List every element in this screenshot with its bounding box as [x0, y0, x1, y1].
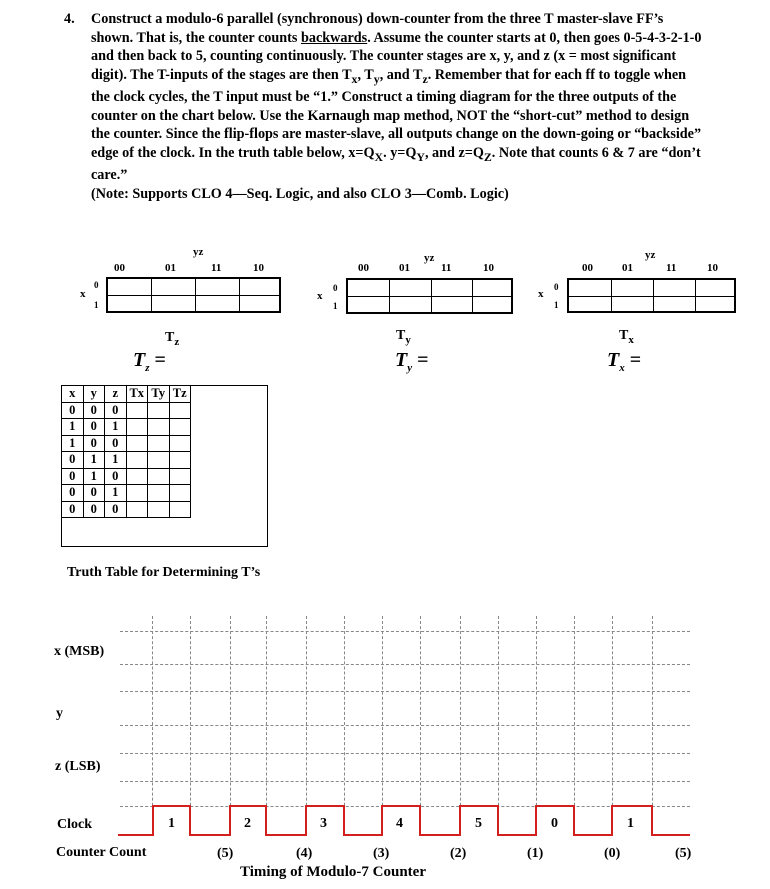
count-value: (2)	[450, 846, 467, 861]
table-row: 0 0 1	[62, 485, 191, 502]
signal-x-label: x (MSB)	[54, 644, 105, 659]
kmap-ty-formula: $T_y$ =	[395, 349, 429, 374]
underlined-word: backwards	[300, 29, 368, 46]
kmap-tz-col-10: 10	[253, 262, 264, 274]
truth-table-caption: Truth Table for Determining T’s	[67, 565, 261, 580]
kmap-tx-title: $T_x$	[619, 328, 634, 346]
kmap-tx-yz: yz	[645, 249, 656, 261]
signal-y-label: y	[56, 706, 63, 721]
kmap-tz-col-11: 11	[211, 262, 222, 274]
count-value: (5)	[217, 846, 234, 861]
kmap-tx-row-1: 1	[554, 300, 559, 310]
kmap-tz-col-00: 00	[114, 262, 125, 274]
pulse-number: 2	[244, 816, 251, 831]
sep-5: . Note that counts 6 & 7 are “don’t care.”	[91, 144, 701, 184]
problem-note: (Note: Supports CLO 4—Seq. Logic, and also CLO 3—Comb. Logic)	[91, 186, 509, 202]
th-z: z	[105, 386, 127, 403]
kmap-tz-row-0: 0	[94, 280, 99, 290]
kmap-ty-col-01: 01	[399, 262, 410, 274]
kmap-tz-x: x	[80, 288, 86, 300]
th-tx: Tx	[126, 386, 148, 403]
kmap-ty-row-1: 1	[333, 301, 338, 311]
sep-2: , and T	[379, 66, 423, 83]
th-tz: Tz	[169, 386, 191, 403]
problem-text-c: . Remember that for each ff to toggle when the clock cycles, the T input must be “1.” Construct a timing diagram for the three outputs of the counter on the chart below. Use the Karnaugh map method, NOT the “short-cut” method to design the counter. Since the flip-flops are master-slave, all outputs change on the down-going or “backside” edge of the clock. In the truth table below, x=Q	[91, 66, 702, 161]
kmap-tx-x: x	[538, 288, 544, 300]
problem-text-b: . Assume the counter starts at 0, then goes 0-5-4-3-2-1-0 and then back to 5, counting continuously. The counter stages are x, y, and z (x = most significant digit). The T-inputs of the stages are then T	[91, 29, 702, 83]
table-row: 0 1 0	[62, 468, 191, 485]
table-row: 1 0 0	[62, 435, 191, 452]
sub-qy: Y	[416, 149, 425, 164]
count-value: (0)	[604, 846, 621, 861]
kmap-ty-col-00: 00	[358, 262, 369, 274]
pulse-number: 1	[168, 816, 175, 831]
sub-z: z	[422, 71, 428, 86]
kmap-ty-x: x	[317, 290, 323, 302]
kmap-tz-title: $T_z$	[165, 330, 180, 348]
pulse-number: 3	[320, 816, 327, 831]
th-y: y	[83, 386, 105, 403]
kmap-tx-col-00: 00	[582, 262, 593, 274]
count-value: (3)	[373, 846, 390, 861]
sub-qx: X	[374, 149, 384, 164]
timing-title: Timing of Modulo-7 Counter	[240, 864, 426, 880]
kmap-tx-col-11: 11	[666, 262, 677, 274]
count-value: (4)	[296, 846, 313, 861]
kmap-tx-col-10: 10	[707, 262, 718, 274]
kmap-tz-formula: $T_z$ =	[133, 349, 166, 374]
pulse-number: 0	[551, 816, 558, 831]
problem-number: 4.	[64, 11, 75, 27]
clock-signal	[118, 806, 690, 835]
table-row: 0 0 0	[62, 501, 191, 518]
kmap-tx-col-01: 01	[622, 262, 633, 274]
table-row: 1 0 1	[62, 419, 191, 436]
kmap-tz-row-1: 1	[94, 300, 99, 310]
th-x: x	[62, 386, 84, 403]
sep-1: , T	[357, 66, 374, 83]
count-value: (5)	[675, 846, 692, 861]
kmap-ty-row-0: 0	[333, 283, 338, 293]
clock-label: Clock	[57, 817, 92, 832]
table-row: 0 0 0	[62, 402, 191, 419]
kmap-ty-yz: yz	[424, 252, 435, 264]
table-row: 0 1 1	[62, 452, 191, 469]
kmap-tx-formula: $T_x$ =	[607, 349, 642, 374]
pulse-number: 5	[475, 816, 482, 831]
kmap-ty-col-11: 11	[441, 262, 452, 274]
kmap-ty-title: $T_y$	[396, 328, 411, 346]
problem-text-a: Construct a modulo-6 parallel (synchronous) down-counter from the three T master-slave FF’s shown. That is, the counter counts	[91, 11, 664, 46]
kmap-ty-col-10: 10	[483, 262, 494, 274]
pulse-number: 4	[396, 816, 403, 831]
sub-y: y	[373, 71, 380, 86]
kmap-tz-yz: yz	[193, 246, 204, 258]
sep-3: . y=Q	[383, 144, 417, 161]
sub-x: x	[351, 71, 358, 86]
pulse-number: 1	[627, 816, 634, 831]
count-value: (1)	[527, 846, 544, 861]
signal-z-label: z (LSB)	[55, 759, 101, 774]
th-ty: Ty	[148, 386, 170, 403]
sep-4: , and z=Q	[424, 144, 484, 161]
kmap-tz-col-01: 01	[165, 262, 176, 274]
kmap-tx-row-0: 0	[554, 282, 559, 292]
sub-qz: Z	[483, 149, 492, 164]
counter-count-label: Counter Count	[56, 845, 147, 860]
